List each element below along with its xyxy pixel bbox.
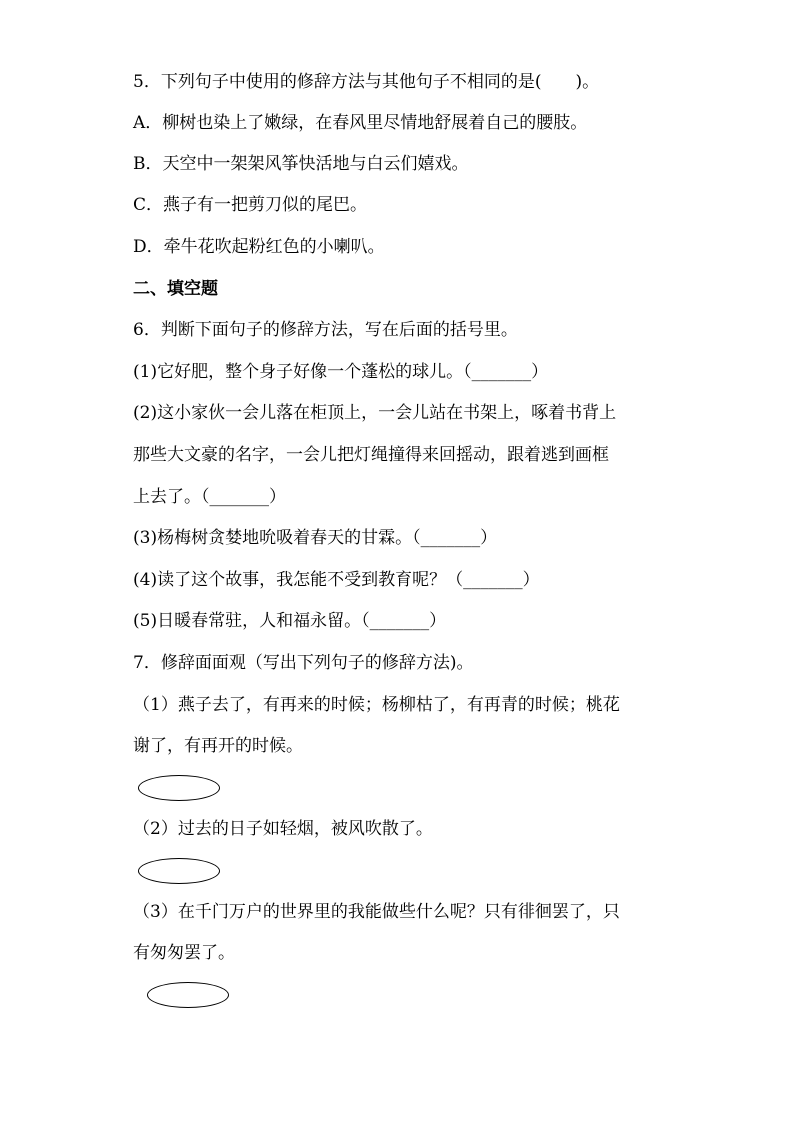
q6-item-1: (1)它好肥，整个身子好像一个蓬松的球儿。（_______） bbox=[133, 362, 549, 382]
q7-stem: 7．修辞面面观（写出下列句子的修辞方法)。 bbox=[133, 653, 474, 673]
q6-stem: 6．判断下面句子的修辞方法，写在后面的括号里。 bbox=[133, 320, 518, 340]
q7-item-1-line-2: 谢了，有再开的时候。 bbox=[133, 736, 303, 756]
q6-item-2-line-2: 那些大文豪的名字，一会儿把灯绳撞得来回摇动，跟着逃到画框 bbox=[133, 445, 609, 465]
answer-oval-1[interactable] bbox=[138, 775, 220, 801]
answer-oval-2[interactable] bbox=[138, 858, 220, 884]
q6-item-5: (5)日暖春常驻，人和福永留。（_______） bbox=[133, 611, 447, 631]
q6-item-3: (3)杨梅树贪婪地吮吸着春天的甘霖。（_______） bbox=[133, 528, 498, 548]
q5-option-a: A．柳树也染上了嫩绿，在春风里尽情地舒展着自己的腰肢。 bbox=[133, 113, 588, 133]
q5-stem: 5．下列句子中使用的修辞方法与其他句子不相同的是( )。 bbox=[133, 72, 600, 92]
q7-item-1-line-1: （1）燕子去了，有再来的时候；杨柳枯了，有再青的时候；桃花 bbox=[133, 695, 620, 715]
q5-option-c: C．燕子有一把剪刀似的尾巴。 bbox=[133, 195, 368, 215]
q6-item-2-line-3: 上去了。（_______） bbox=[133, 487, 286, 507]
q7-item-3-line-1: （3）在千门万户的世界里的我能做些什么呢？只有徘徊罢了，只 bbox=[133, 902, 620, 922]
q5-option-b: B．天空中一架架风筝快活地与白云们嬉戏。 bbox=[133, 154, 469, 174]
q7-item-2: （2）过去的日子如轻烟，被风吹散了。 bbox=[133, 819, 433, 839]
q5-option-d: D．牵牛花吹起粉红色的小喇叭。 bbox=[133, 237, 385, 257]
section-heading-fill-in: 二、填空题 bbox=[133, 279, 218, 299]
q7-item-3-line-2: 有匆匆罢了。 bbox=[133, 943, 235, 963]
answer-oval-3[interactable] bbox=[147, 982, 229, 1008]
q6-item-2-line-1: (2)这小家伙一会儿落在柜顶上，一会儿站在书架上，啄着书背上 bbox=[133, 403, 617, 423]
q6-item-4: (4)读了这个故事，我怎能不受到教育呢？（_______） bbox=[133, 570, 540, 590]
